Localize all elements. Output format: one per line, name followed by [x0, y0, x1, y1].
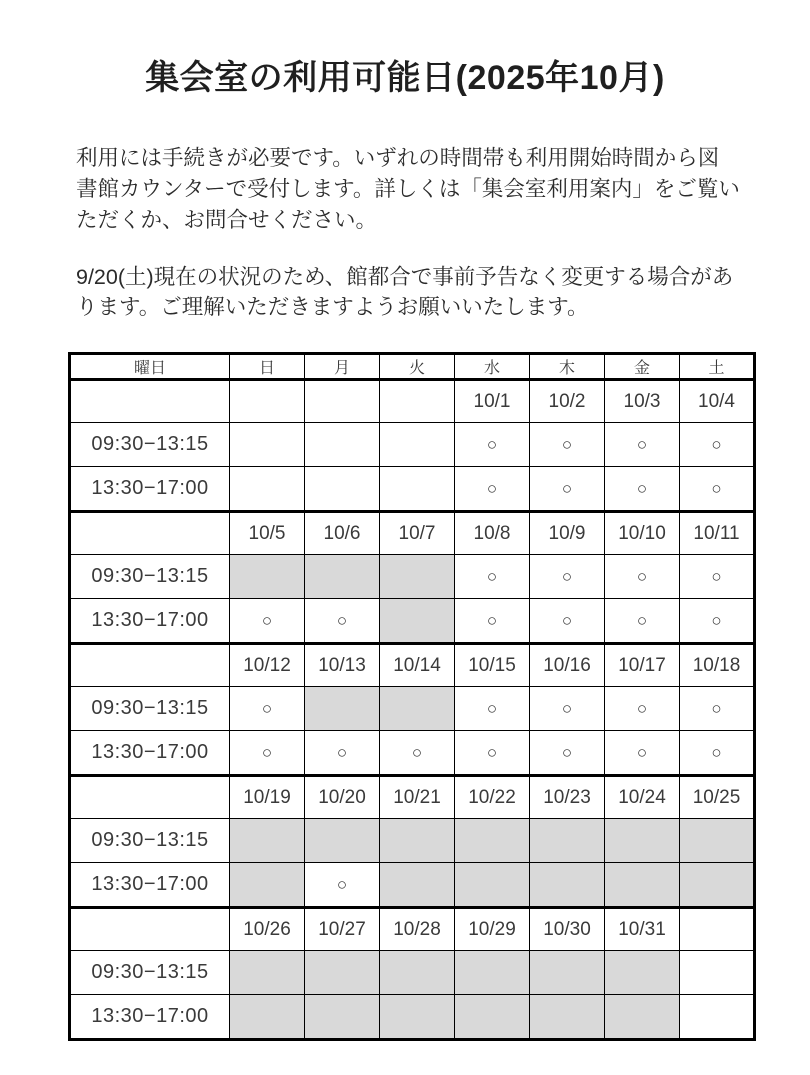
date-cell: 10/13: [305, 644, 380, 687]
date-cell: 10/3: [605, 380, 680, 423]
available-cell: ○: [455, 731, 530, 776]
unavailable-cell: [380, 555, 455, 599]
unavailable-cell: [455, 995, 530, 1040]
available-cell: ○: [680, 731, 755, 776]
timeslot-row: [70, 995, 755, 1040]
available-cell: ○: [680, 687, 755, 731]
unavailable-cell: [455, 863, 530, 908]
row-label-empty-cell: [70, 644, 230, 687]
date-cell: 10/22: [455, 776, 530, 819]
available-cell: ○: [680, 467, 755, 512]
available-cell: ○: [605, 467, 680, 512]
time-slot-label: 09:30−13:15: [70, 819, 230, 863]
date-cell: 10/30: [530, 908, 605, 951]
unavailable-cell: [380, 819, 455, 863]
caveat-paragraph: 9/20(土)現在の状況のため、館都合で事前予告なく変更する場合があります。ご理解いただきますようお願いいたします。: [76, 265, 734, 319]
time-slot-label: 13:30−17:00: [70, 731, 230, 776]
unavailable-cell: [605, 995, 680, 1040]
unavailable-cell: [530, 819, 605, 863]
available-cell: ○: [305, 599, 380, 644]
unavailable-cell: [680, 819, 755, 863]
header-cell-tue: 火: [380, 354, 455, 380]
row-label-empty-cell: [70, 380, 230, 423]
date-cell: 10/7: [380, 512, 455, 555]
date-cell: 10/14: [380, 644, 455, 687]
timeslot-row: [70, 687, 755, 731]
available-cell: ○: [530, 423, 605, 467]
empty-cell: [305, 423, 380, 467]
header-cell-yobi: 曜日: [70, 354, 230, 380]
unavailable-cell: [530, 863, 605, 908]
available-cell: ○: [230, 687, 305, 731]
dates-row: [70, 644, 755, 687]
date-cell: 10/10: [605, 512, 680, 555]
weekday-header-row: [70, 354, 755, 380]
date-cell: 10/29: [455, 908, 530, 951]
time-slot-label: 13:30−17:00: [70, 467, 230, 512]
available-cell: ○: [680, 555, 755, 599]
dates-row: [70, 776, 755, 819]
unavailable-cell: [605, 863, 680, 908]
row-label-empty-cell: [70, 776, 230, 819]
time-slot-label: 09:30−13:15: [70, 951, 230, 995]
empty-cell: [380, 423, 455, 467]
header-cell-sun: 日: [230, 354, 305, 380]
empty-date-cell: [305, 380, 380, 423]
available-cell: ○: [455, 599, 530, 644]
date-cell: 10/11: [680, 512, 755, 555]
available-cell: ○: [680, 599, 755, 644]
date-cell: 10/6: [305, 512, 380, 555]
available-cell: ○: [530, 555, 605, 599]
date-cell: 10/16: [530, 644, 605, 687]
date-cell: 10/31: [605, 908, 680, 951]
timeslot-row: [70, 423, 755, 467]
available-cell: ○: [230, 731, 305, 776]
empty-cell: [680, 995, 755, 1040]
date-cell: 10/12: [230, 644, 305, 687]
time-slot-label: 09:30−13:15: [70, 423, 230, 467]
date-cell: 10/17: [605, 644, 680, 687]
date-cell: 10/24: [605, 776, 680, 819]
unavailable-cell: [230, 555, 305, 599]
available-cell: ○: [455, 467, 530, 512]
header-cell-thu: 木: [530, 354, 605, 380]
available-cell: ○: [530, 731, 605, 776]
availability-table: [68, 352, 756, 1041]
date-cell: 10/28: [380, 908, 455, 951]
empty-cell: [305, 467, 380, 512]
timeslot-row: [70, 555, 755, 599]
row-label-empty-cell: [70, 908, 230, 951]
unavailable-cell: [380, 599, 455, 644]
available-cell: ○: [530, 687, 605, 731]
available-cell: ○: [605, 423, 680, 467]
date-cell: 10/21: [380, 776, 455, 819]
date-cell: 10/19: [230, 776, 305, 819]
available-cell: ○: [230, 599, 305, 644]
unavailable-cell: [230, 863, 305, 908]
empty-date-cell: [380, 380, 455, 423]
availability-table-body: [70, 380, 755, 1040]
unavailable-cell: [380, 687, 455, 731]
header-cell-fri: 金: [605, 354, 680, 380]
header-cell-wed: 水: [455, 354, 530, 380]
dates-row: [70, 380, 755, 423]
date-cell: 10/15: [455, 644, 530, 687]
unavailable-cell: [380, 995, 455, 1040]
unavailable-cell: [605, 819, 680, 863]
header-cell-mon: 月: [305, 354, 380, 380]
available-cell: ○: [380, 731, 455, 776]
unavailable-cell: [305, 819, 380, 863]
date-cell: 10/8: [455, 512, 530, 555]
date-cell: 10/1: [455, 380, 530, 423]
available-cell: ○: [455, 555, 530, 599]
available-cell: ○: [605, 555, 680, 599]
timeslot-row: [70, 951, 755, 995]
unavailable-cell: [605, 951, 680, 995]
unavailable-cell: [455, 951, 530, 995]
available-cell: ○: [305, 731, 380, 776]
date-cell: 10/9: [530, 512, 605, 555]
empty-cell: [680, 951, 755, 995]
time-slot-label: 13:30−17:00: [70, 863, 230, 908]
date-cell: 10/26: [230, 908, 305, 951]
unavailable-cell: [305, 951, 380, 995]
unavailable-cell: [230, 995, 305, 1040]
time-slot-label: 13:30−17:00: [70, 599, 230, 644]
unavailable-cell: [230, 951, 305, 995]
empty-date-cell: [230, 380, 305, 423]
unavailable-cell: [380, 863, 455, 908]
empty-cell: [230, 467, 305, 512]
empty-cell: [380, 467, 455, 512]
empty-date-cell: [680, 908, 755, 951]
available-cell: ○: [530, 467, 605, 512]
time-slot-label: 09:30−13:15: [70, 555, 230, 599]
unavailable-cell: [230, 819, 305, 863]
date-cell: 10/4: [680, 380, 755, 423]
timeslot-row: [70, 863, 755, 908]
unavailable-cell: [680, 863, 755, 908]
date-cell: 10/27: [305, 908, 380, 951]
date-cell: 10/18: [680, 644, 755, 687]
available-cell: ○: [305, 863, 380, 908]
unavailable-cell: [530, 951, 605, 995]
available-cell: ○: [605, 731, 680, 776]
timeslot-row: [70, 819, 755, 863]
available-cell: ○: [455, 687, 530, 731]
available-cell: ○: [530, 599, 605, 644]
notice-paragraph: 利用には手続きが必要です。いずれの時間帯も利用開始時間から図書館カウンターで受付します。詳しくは「集会室利用案内」をご覧いただくか、お問合せください。: [76, 146, 740, 232]
unavailable-cell: [455, 819, 530, 863]
date-cell: 10/23: [530, 776, 605, 819]
time-slot-label: 09:30−13:15: [70, 687, 230, 731]
available-cell: ○: [605, 687, 680, 731]
date-cell: 10/2: [530, 380, 605, 423]
unavailable-cell: [530, 995, 605, 1040]
unavailable-cell: [380, 951, 455, 995]
unavailable-cell: [305, 995, 380, 1040]
row-label-empty-cell: [70, 512, 230, 555]
unavailable-cell: [305, 555, 380, 599]
unavailable-cell: [305, 687, 380, 731]
date-cell: 10/25: [680, 776, 755, 819]
available-cell: ○: [680, 423, 755, 467]
timeslot-row: [70, 467, 755, 512]
empty-cell: [230, 423, 305, 467]
available-cell: ○: [605, 599, 680, 644]
header-cell-sat: 土: [680, 354, 755, 380]
dates-row: [70, 512, 755, 555]
timeslot-row: [70, 731, 755, 776]
dates-row: [70, 908, 755, 951]
page-title: 集会室の利用可能日(2025年10月): [145, 59, 665, 97]
date-cell: 10/5: [230, 512, 305, 555]
time-slot-label: 13:30−17:00: [70, 995, 230, 1040]
date-cell: 10/20: [305, 776, 380, 819]
available-cell: ○: [455, 423, 530, 467]
timeslot-row: [70, 599, 755, 644]
